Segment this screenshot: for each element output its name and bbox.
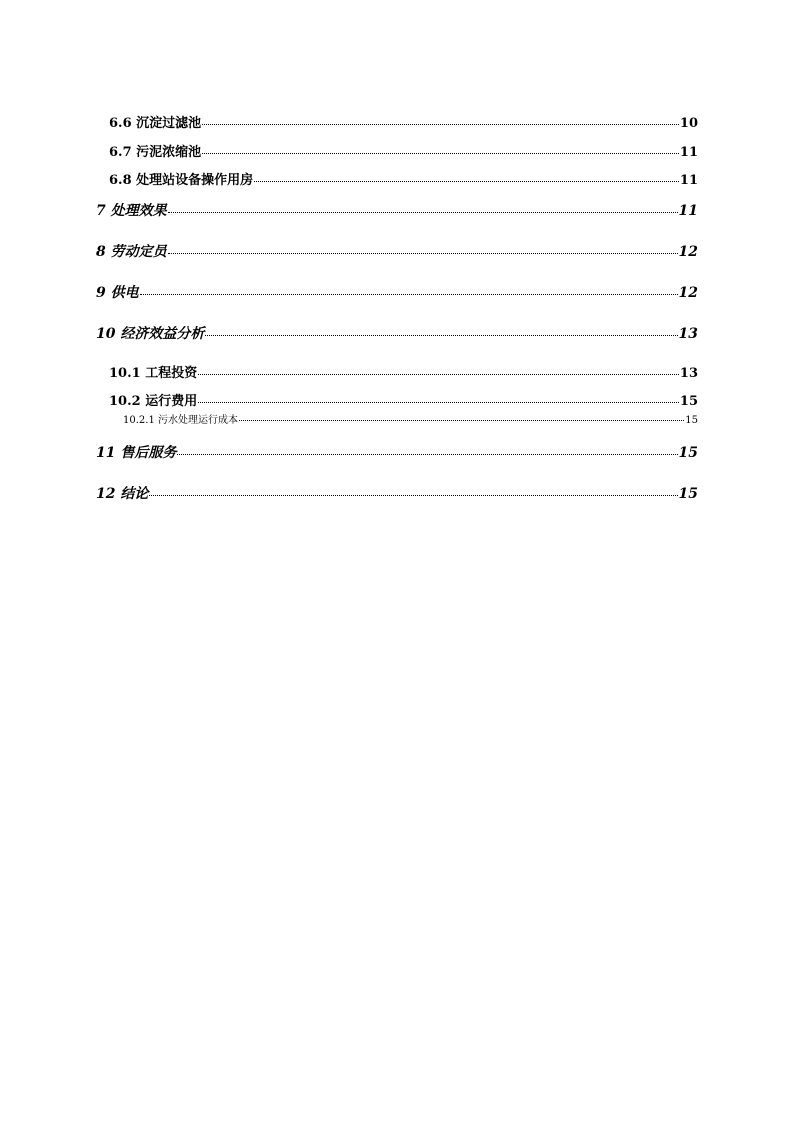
toc-entry-label: 12 结论: [96, 486, 149, 502]
toc-page-number: 11: [679, 145, 698, 160]
toc-page-number: 11: [678, 203, 698, 219]
toc-entry-label: 6.8 处理站设备操作用房: [109, 173, 254, 188]
toc-page-number: 12: [678, 244, 698, 260]
toc-page-number: 15: [678, 445, 698, 461]
toc-entry-8[interactable]: [96, 245, 698, 259]
toc-entry-label: 8 劳动定员: [96, 244, 167, 260]
toc-page-number: 12: [678, 285, 698, 301]
toc-entry-9[interactable]: [96, 286, 698, 300]
toc-leader-dots: [198, 374, 679, 375]
toc-leader-dots: [198, 402, 679, 403]
toc-entry-label: 10.1 工程投资: [109, 366, 198, 381]
toc-entry-10-2-1[interactable]: [123, 416, 698, 426]
toc-entry-label: 7 处理效果: [96, 203, 167, 219]
toc-entry-label: 10 经济效益分析: [96, 326, 205, 342]
toc-entry-10[interactable]: [96, 327, 698, 341]
toc-page-number: 15: [685, 415, 698, 426]
toc-entry-label: 10.2 运行费用: [109, 394, 198, 409]
toc-page-number: 15: [678, 486, 698, 502]
toc-leader-dots: [202, 124, 679, 125]
toc-leader-dots: [239, 420, 684, 421]
toc-entry-10-1[interactable]: [109, 367, 698, 380]
toc-entry-label: 10.2.1 污水处理运行成本: [123, 415, 238, 426]
toc-leader-dots: [168, 212, 678, 213]
toc-leader-dots: [140, 294, 678, 295]
toc-entry-7[interactable]: [96, 204, 698, 218]
toc-page-number: 15: [679, 394, 698, 409]
toc-entry-11[interactable]: [96, 446, 698, 460]
toc-page-number: 13: [678, 326, 698, 342]
toc-entry-label: 11 售后服务: [96, 445, 177, 461]
toc-page-number: 11: [679, 173, 698, 188]
toc-leader-dots: [205, 335, 677, 336]
toc-entry-6-7[interactable]: [109, 146, 698, 159]
toc-page-number: 10: [679, 116, 698, 131]
toc-entry-6-8[interactable]: [109, 174, 698, 187]
toc-leader-dots: [202, 153, 679, 154]
toc-entry-label: 9 供电: [96, 285, 139, 301]
toc-entry-12[interactable]: [96, 487, 698, 501]
toc-page-number: 13: [679, 366, 698, 381]
toc-leader-dots: [254, 181, 679, 182]
toc-leader-dots: [168, 253, 678, 254]
toc-entry-label: 6.6 沉淀过滤池: [109, 116, 202, 131]
toc-leader-dots: [149, 495, 677, 496]
toc-entry-10-2[interactable]: [109, 395, 698, 408]
toc-entry-6-6[interactable]: [109, 117, 698, 130]
toc-entry-label: 6.7 污泥浓缩池: [109, 145, 202, 160]
toc-leader-dots: [177, 454, 677, 455]
